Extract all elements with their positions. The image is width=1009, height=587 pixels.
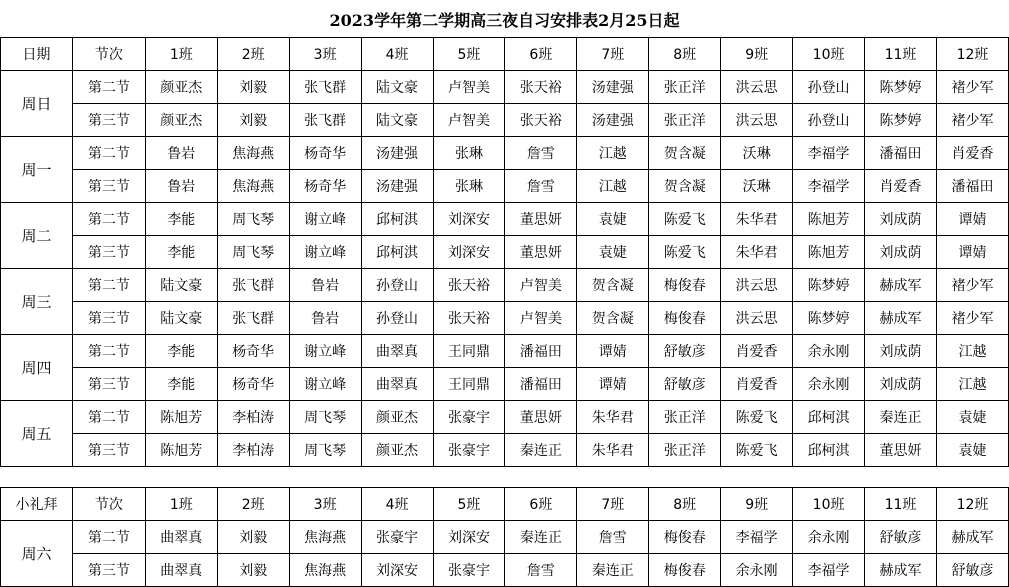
teacher-cell: 周飞琴	[289, 434, 361, 467]
teacher-cell: 陈梦婷	[865, 71, 937, 104]
teacher-cell: 陈旭芳	[145, 401, 217, 434]
teacher-cell: 褚少军	[936, 269, 1008, 302]
teacher-cell: 梅俊春	[649, 269, 721, 302]
teacher-cell: 秦连正	[505, 434, 577, 467]
teacher-cell: 贺含凝	[649, 170, 721, 203]
teacher-cell: 詹雪	[577, 521, 649, 554]
teacher-cell: 江越	[577, 137, 649, 170]
teacher-cell: 颜亚杰	[361, 434, 433, 467]
teacher-cell: 张正洋	[649, 401, 721, 434]
teacher-cell: 梅俊春	[649, 554, 721, 587]
period-label: 第三节	[72, 302, 145, 335]
teacher-cell: 李福学	[793, 170, 865, 203]
teacher-cell: 谭婧	[577, 368, 649, 401]
teacher-cell: 孙登山	[793, 71, 865, 104]
teacher-cell: 汤建强	[361, 170, 433, 203]
day-label: 周一	[1, 137, 73, 203]
saturday-schedule-table	[0, 487, 1009, 587]
teacher-cell: 余永刚	[793, 521, 865, 554]
teacher-cell: 刘毅	[217, 104, 289, 137]
column-header: 2班	[217, 38, 289, 71]
teacher-cell: 汤建强	[577, 71, 649, 104]
teacher-cell: 赫成军	[865, 554, 937, 587]
period-label: 第二节	[72, 521, 145, 554]
teacher-cell: 张豪宇	[361, 521, 433, 554]
teacher-cell: 王同鼎	[433, 368, 505, 401]
period-label: 第三节	[72, 368, 145, 401]
teacher-cell: 刘毅	[217, 554, 289, 587]
table-row	[1, 203, 1009, 236]
teacher-cell: 杨奇华	[289, 137, 361, 170]
day-label: 周五	[1, 401, 73, 467]
teacher-cell: 鲁岩	[145, 170, 217, 203]
teacher-cell: 肖爱香	[721, 335, 793, 368]
column-header: 11班	[865, 38, 937, 71]
column-header: 9班	[721, 38, 793, 71]
column-header: 5班	[433, 488, 505, 521]
teacher-cell: 袁婕	[936, 401, 1008, 434]
teacher-cell: 张天裕	[505, 104, 577, 137]
teacher-cell: 邱柯淇	[361, 236, 433, 269]
teacher-cell: 汤建强	[361, 137, 433, 170]
column-header: 10班	[793, 38, 865, 71]
teacher-cell: 陈旭芳	[793, 203, 865, 236]
teacher-cell: 江越	[936, 368, 1008, 401]
teacher-cell: 卢智美	[433, 71, 505, 104]
teacher-cell: 杨奇华	[289, 170, 361, 203]
teacher-cell: 颜亚杰	[361, 401, 433, 434]
teacher-cell: 李能	[145, 203, 217, 236]
teacher-cell: 詹雪	[505, 170, 577, 203]
teacher-cell: 邱柯淇	[793, 401, 865, 434]
schedule-title: 2023学年第二学期高三夜自习安排表2月25日起	[329, 10, 680, 30]
teacher-cell: 张天裕	[433, 302, 505, 335]
teacher-cell: 陆文豪	[145, 302, 217, 335]
column-header: 12班	[936, 488, 1008, 521]
teacher-cell: 刘成荫	[865, 368, 937, 401]
table-row	[1, 401, 1009, 434]
column-header: 10班	[793, 488, 865, 521]
teacher-cell: 李福学	[793, 554, 865, 587]
teacher-cell: 谭婧	[936, 236, 1008, 269]
column-header: 节次	[72, 38, 145, 71]
teacher-cell: 舒敏彦	[865, 521, 937, 554]
day-label: 周四	[1, 335, 73, 401]
teacher-cell: 焦海燕	[217, 137, 289, 170]
teacher-cell: 张正洋	[649, 104, 721, 137]
table-spacer	[0, 467, 1009, 487]
column-header: 6班	[505, 38, 577, 71]
teacher-cell: 洪云思	[721, 71, 793, 104]
teacher-cell: 朱华君	[721, 203, 793, 236]
column-header: 日期	[1, 38, 73, 71]
teacher-cell: 陈梦婷	[793, 302, 865, 335]
teacher-cell: 潘福田	[505, 368, 577, 401]
teacher-cell: 张豪宇	[433, 401, 505, 434]
period-label: 第三节	[72, 434, 145, 467]
column-header: 8班	[649, 38, 721, 71]
teacher-cell: 詹雪	[505, 554, 577, 587]
teacher-cell: 邱柯淇	[361, 203, 433, 236]
teacher-cell: 余永刚	[793, 335, 865, 368]
teacher-cell: 张飞群	[217, 269, 289, 302]
teacher-cell: 张飞群	[217, 302, 289, 335]
column-header: 3班	[289, 488, 361, 521]
teacher-cell: 余永刚	[793, 368, 865, 401]
header-row	[1, 488, 1009, 521]
table-row	[1, 434, 1009, 467]
teacher-cell: 焦海燕	[289, 554, 361, 587]
teacher-cell: 李福学	[721, 521, 793, 554]
teacher-cell: 肖爱香	[936, 137, 1008, 170]
column-header: 11班	[865, 488, 937, 521]
teacher-cell: 卢智美	[505, 269, 577, 302]
column-header: 7班	[577, 488, 649, 521]
main-schedule-table	[0, 37, 1009, 467]
teacher-cell: 詹雪	[505, 137, 577, 170]
table-row	[1, 170, 1009, 203]
teacher-cell: 刘成荫	[865, 335, 937, 368]
teacher-cell: 刘成荫	[865, 203, 937, 236]
teacher-cell: 曲翠真	[361, 368, 433, 401]
teacher-cell: 周飞琴	[217, 203, 289, 236]
teacher-cell: 周飞琴	[289, 401, 361, 434]
teacher-cell: 袁婕	[577, 203, 649, 236]
table-row	[1, 302, 1009, 335]
teacher-cell: 赫成军	[936, 521, 1008, 554]
teacher-cell: 刘深安	[433, 521, 505, 554]
teacher-cell: 曲翠真	[361, 335, 433, 368]
teacher-cell: 谢立峰	[289, 236, 361, 269]
teacher-cell: 贺含凝	[649, 137, 721, 170]
teacher-cell: 王同鼎	[433, 335, 505, 368]
teacher-cell: 谢立峰	[289, 203, 361, 236]
period-label: 第三节	[72, 554, 145, 587]
teacher-cell: 沃琳	[721, 137, 793, 170]
table-row	[1, 104, 1009, 137]
table-row	[1, 368, 1009, 401]
teacher-cell: 陆文豪	[361, 104, 433, 137]
teacher-cell: 曲翠真	[145, 521, 217, 554]
table-row	[1, 269, 1009, 302]
teacher-cell: 褚少军	[936, 302, 1008, 335]
header-row	[1, 38, 1009, 71]
teacher-cell: 舒敏彦	[649, 368, 721, 401]
teacher-cell: 舒敏彦	[649, 335, 721, 368]
teacher-cell: 袁婕	[936, 434, 1008, 467]
teacher-cell: 江越	[936, 335, 1008, 368]
teacher-cell: 焦海燕	[217, 170, 289, 203]
teacher-cell: 肖爱香	[865, 170, 937, 203]
table-row	[1, 554, 1009, 587]
column-header: 2班	[217, 488, 289, 521]
teacher-cell: 鲁岩	[289, 302, 361, 335]
table-row	[1, 236, 1009, 269]
table-row	[1, 137, 1009, 170]
table-row	[1, 521, 1009, 554]
teacher-cell: 杨奇华	[217, 368, 289, 401]
teacher-cell: 陈旭芳	[145, 434, 217, 467]
teacher-cell: 陈旭芳	[793, 236, 865, 269]
teacher-cell: 刘深安	[433, 203, 505, 236]
teacher-cell: 秦连正	[505, 521, 577, 554]
teacher-cell: 谭婧	[577, 335, 649, 368]
teacher-cell: 赫成军	[865, 302, 937, 335]
teacher-cell: 卢智美	[433, 104, 505, 137]
teacher-cell: 梅俊春	[649, 302, 721, 335]
column-header: 8班	[649, 488, 721, 521]
teacher-cell: 李柏涛	[217, 434, 289, 467]
teacher-cell: 刘毅	[217, 71, 289, 104]
teacher-cell: 颜亚杰	[145, 71, 217, 104]
teacher-cell: 潘福田	[936, 170, 1008, 203]
teacher-cell: 潘福田	[865, 137, 937, 170]
teacher-cell: 褚少军	[936, 71, 1008, 104]
teacher-cell: 张豪宇	[433, 434, 505, 467]
teacher-cell: 邱柯淇	[793, 434, 865, 467]
teacher-cell: 肖爱香	[721, 368, 793, 401]
teacher-cell: 陈爱飞	[649, 203, 721, 236]
teacher-cell: 贺含凝	[577, 269, 649, 302]
teacher-cell: 余永刚	[721, 554, 793, 587]
teacher-cell: 刘成荫	[865, 236, 937, 269]
teacher-cell: 舒敏彦	[936, 554, 1008, 587]
column-header: 4班	[361, 488, 433, 521]
teacher-cell: 孙登山	[361, 302, 433, 335]
teacher-cell: 陈爱飞	[649, 236, 721, 269]
period-label: 第二节	[72, 335, 145, 368]
column-header: 小礼拜	[1, 488, 73, 521]
teacher-cell: 陆文豪	[361, 71, 433, 104]
period-label: 第二节	[72, 269, 145, 302]
teacher-cell: 张正洋	[649, 434, 721, 467]
period-label: 第三节	[72, 236, 145, 269]
teacher-cell: 杨奇华	[217, 335, 289, 368]
teacher-cell: 汤建强	[577, 104, 649, 137]
teacher-cell: 刘深安	[433, 236, 505, 269]
teacher-cell: 洪云思	[721, 302, 793, 335]
teacher-cell: 李柏涛	[217, 401, 289, 434]
period-label: 第二节	[72, 137, 145, 170]
teacher-cell: 朱华君	[577, 434, 649, 467]
teacher-cell: 褚少军	[936, 104, 1008, 137]
period-label: 第三节	[72, 170, 145, 203]
teacher-cell: 秦连正	[865, 401, 937, 434]
teacher-cell: 谢立峰	[289, 335, 361, 368]
teacher-cell: 李能	[145, 236, 217, 269]
teacher-cell: 张天裕	[433, 269, 505, 302]
teacher-cell: 谭婧	[936, 203, 1008, 236]
teacher-cell: 陈梦婷	[793, 269, 865, 302]
teacher-cell: 江越	[577, 170, 649, 203]
teacher-cell: 秦连正	[577, 554, 649, 587]
column-header: 1班	[145, 38, 217, 71]
teacher-cell: 梅俊春	[649, 521, 721, 554]
period-label: 第二节	[72, 71, 145, 104]
column-header: 9班	[721, 488, 793, 521]
period-label: 第二节	[72, 203, 145, 236]
teacher-cell: 董思妍	[505, 401, 577, 434]
teacher-cell: 陈梦婷	[865, 104, 937, 137]
teacher-cell: 李能	[145, 368, 217, 401]
column-header: 节次	[72, 488, 145, 521]
day-label: 周三	[1, 269, 73, 335]
teacher-cell: 陈爱飞	[721, 401, 793, 434]
teacher-cell: 卢智美	[505, 302, 577, 335]
teacher-cell: 张飞群	[289, 71, 361, 104]
teacher-cell: 张天裕	[505, 71, 577, 104]
table-row	[1, 71, 1009, 104]
teacher-cell: 曲翠真	[145, 554, 217, 587]
teacher-cell: 张豪宇	[433, 554, 505, 587]
teacher-cell: 董思妍	[505, 203, 577, 236]
column-header: 6班	[505, 488, 577, 521]
teacher-cell: 鲁岩	[145, 137, 217, 170]
column-header: 12班	[936, 38, 1008, 71]
teacher-cell: 沃琳	[721, 170, 793, 203]
teacher-cell: 潘福田	[505, 335, 577, 368]
teacher-cell: 贺含凝	[577, 302, 649, 335]
teacher-cell: 袁婕	[577, 236, 649, 269]
teacher-cell: 鲁岩	[289, 269, 361, 302]
teacher-cell: 颜亚杰	[145, 104, 217, 137]
teacher-cell: 陆文豪	[145, 269, 217, 302]
teacher-cell: 张琳	[433, 170, 505, 203]
day-label: 周日	[1, 71, 73, 137]
teacher-cell: 董思妍	[865, 434, 937, 467]
teacher-cell: 周飞琴	[217, 236, 289, 269]
table-row	[1, 335, 1009, 368]
teacher-cell: 朱华君	[721, 236, 793, 269]
teacher-cell: 张飞群	[289, 104, 361, 137]
column-header: 4班	[361, 38, 433, 71]
teacher-cell: 刘深安	[361, 554, 433, 587]
teacher-cell: 张正洋	[649, 71, 721, 104]
teacher-cell: 刘毅	[217, 521, 289, 554]
column-header: 1班	[145, 488, 217, 521]
teacher-cell: 陈爱飞	[721, 434, 793, 467]
period-label: 第三节	[72, 104, 145, 137]
column-header: 5班	[433, 38, 505, 71]
teacher-cell: 谢立峰	[289, 368, 361, 401]
teacher-cell: 洪云思	[721, 269, 793, 302]
day-label: 周二	[1, 203, 73, 269]
teacher-cell: 赫成军	[865, 269, 937, 302]
teacher-cell: 董思妍	[505, 236, 577, 269]
teacher-cell: 朱华君	[577, 401, 649, 434]
day-label: 周六	[1, 521, 73, 587]
column-header: 7班	[577, 38, 649, 71]
column-header: 3班	[289, 38, 361, 71]
teacher-cell: 孙登山	[793, 104, 865, 137]
teacher-cell: 洪云思	[721, 104, 793, 137]
teacher-cell: 李能	[145, 335, 217, 368]
teacher-cell: 张琳	[433, 137, 505, 170]
teacher-cell: 焦海燕	[289, 521, 361, 554]
period-label: 第二节	[72, 401, 145, 434]
teacher-cell: 李福学	[793, 137, 865, 170]
teacher-cell: 孙登山	[361, 269, 433, 302]
